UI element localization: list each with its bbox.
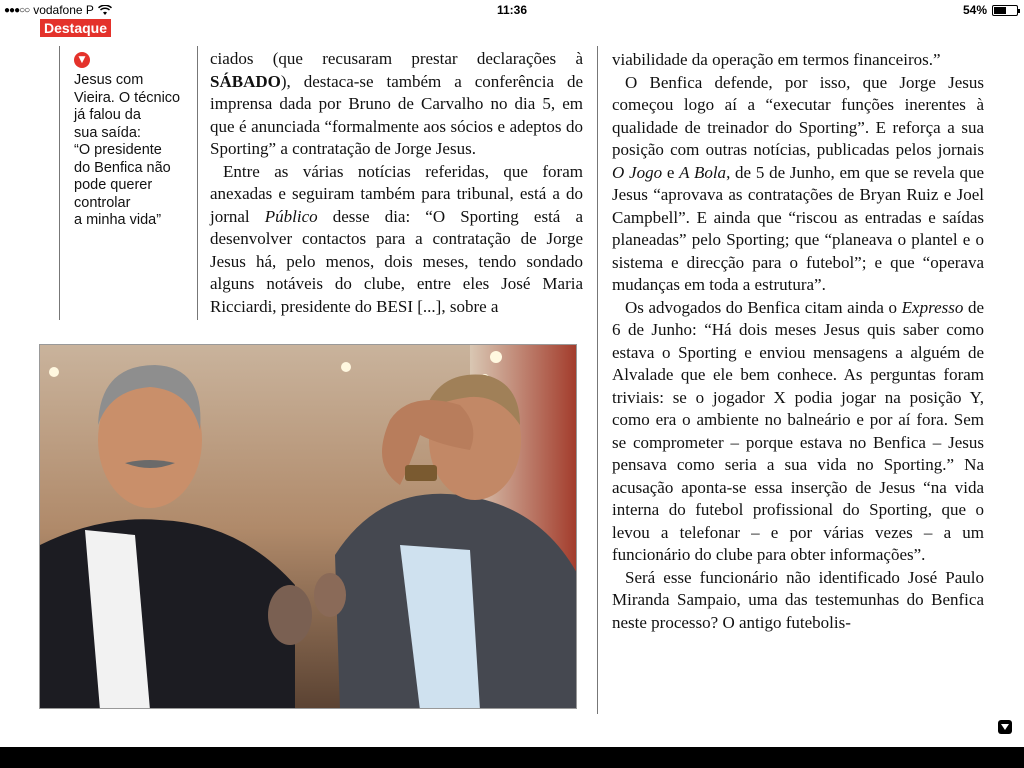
paragraph: Os advogados do Benfica citam ainda o Expresso de 6 de Junho: “Há dois meses Jesus quis saber como estava o Sporting e enviou mensagens a alguém de Alvalade que ele bem conhece. As perguntas foram triviais: se o jogador X podia jogar na posição Y, como era o ambiente no balneário e por aí fora. Sem se comprometer – porque estava no Benfica – Jesus pensava como seria a sua vida no Sporting.” Na acusação aponta-se essa inserção de Jesus “na vida interna do futebol profissional do Sporting, que o levou a telefonar – e por várias vezes – a um funcionário do clube para obter informações”. [612, 297, 984, 564]
paragraph: viabilidade da operação em termos financeiros.” [612, 50, 941, 69]
clock: 11:36 [496, 3, 528, 17]
status-bar [0, 0, 1024, 20]
photo-caption: Jesus com Vieira. O técnico já falou da sua saída: “O presidente do Benfica não pode querer controlar a minha vida” [74, 72, 181, 228]
battery-percent: 54% [962, 3, 987, 17]
carrier-name: vodafone P [33, 3, 94, 17]
column-rule [59, 46, 60, 320]
paragraph: O Benfica defende, por isso, que Jorge Jesus começou logo aí a “executar funções inerentes à qualidade de treinador do Sporting”. E reforça a sua posição com outras notícias, publicadas pelos jornais O Jogo e A Bola, de 5 de Junho, em que se revela que Jesus “aprovava as contratações de Bryan Ruiz e Joel Campbell”. E ainda que “riscou as entradas e saídas planeadas” pelo Sporting; que “planeava o plantel e o sistema e direcção para o futebol”; e que “operava mudanças em toda a estrutura”. [612, 72, 985, 294]
signal-dots-icon: ●●●○○ [4, 4, 30, 16]
article-column-1 [210, 48, 583, 318]
chevron-down-circle-icon: ▼ [74, 52, 90, 68]
article-column-3 [612, 49, 984, 634]
paragraph: Entre as várias notícias referidas, que foram anexadas e seguiram também para tribunal, está a do jornal Público desse dia: “O Sporting está a desenvolver contactos para a contratação de Jorge Jesus há, pelo menos, dois meses, tendo sondado alguns notáveis do clube, entre eles José Maria Ricciardi, presidente do BESI [...], sobre a [210, 161, 583, 316]
battery-icon [992, 5, 1018, 16]
bottom-bar [0, 747, 1024, 768]
paragraph: Será esse funcionário não identificado José Paulo Miranda Sampaio, uma das testemunhas do Benfica neste processo? O antigo futebolis- [612, 567, 984, 632]
column-rule [597, 46, 598, 714]
paragraph: ciados (que recusaram prestar declarações à SÁBADO), destaca-se também a conferência de imprensa dada por Bruno de Carvalho no dia 5, em que é anunciada “formalmente aos sócios e adeptos do Sporting” a contratação de Jorge Jesus. [210, 49, 583, 158]
column-rule [197, 46, 198, 320]
article-photo [39, 344, 577, 709]
section-tag[interactable]: Destaque [40, 19, 111, 37]
chevron-down-square-icon[interactable] [998, 720, 1012, 734]
